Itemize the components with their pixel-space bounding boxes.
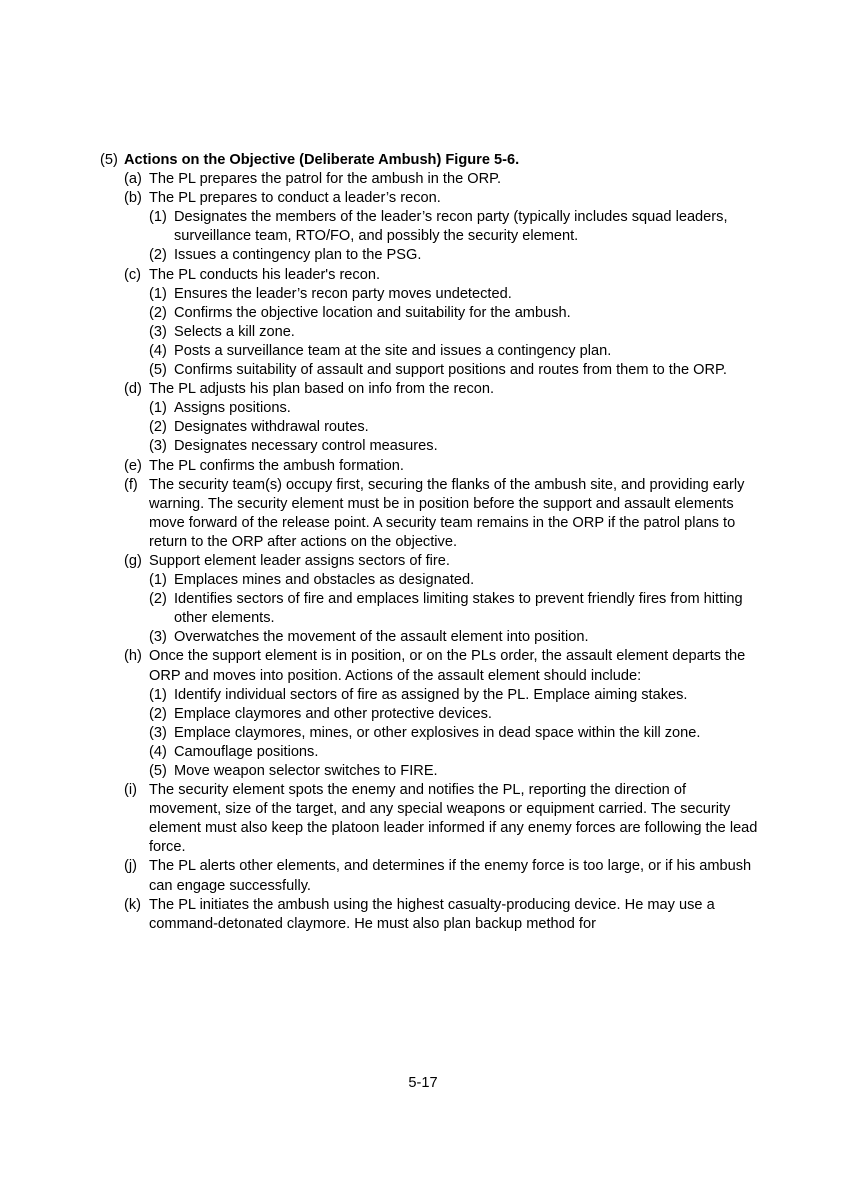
item-text: The PL adjusts his plan based on info from the recon.: [149, 381, 495, 398]
item-text: Once the support element is in position, or on the PLs order, the assault element departs the ORP and moves into position. Actions of the assault element should include:: [149, 648, 746, 684]
item-label: (1): [149, 209, 167, 226]
item-label: (1): [149, 285, 167, 302]
list-item: [100, 342, 760, 361]
item-label: (4): [149, 342, 167, 359]
list-item: [100, 552, 760, 571]
item-label: (1): [149, 572, 167, 589]
list-item: [100, 246, 760, 265]
list-item: [100, 208, 760, 246]
item-label: (e): [124, 457, 142, 474]
item-text: Designates withdrawal routes.: [174, 419, 369, 436]
document-body: [100, 151, 760, 934]
item-text: Identifies sectors of fire and emplaces limiting stakes to prevent friendly fires from hitting other elements.: [174, 591, 743, 627]
item-text: The PL initiates the ambush using the highest casualty-producing device. He may use a command-detonated claymore. He must also plan backup method for: [149, 896, 715, 932]
item-text: Overwatches the movement of the assault element into position.: [174, 629, 589, 646]
section-number: (5): [100, 152, 118, 168]
list-item: [100, 285, 760, 304]
list-item: [100, 896, 760, 934]
list-item: [100, 437, 760, 456]
item-label: (c): [124, 266, 142, 283]
item-text: Assigns positions.: [174, 400, 291, 417]
item-label: (1): [149, 686, 167, 703]
item-label: (4): [149, 743, 167, 760]
list-item: [100, 266, 760, 285]
list-item: [100, 762, 760, 781]
item-text: Identify individual sectors of fire as assigned by the PL. Emplace aiming stakes.: [174, 686, 688, 703]
item-text: Emplace claymores and other protective devices.: [174, 705, 492, 722]
list-item: [100, 590, 760, 628]
item-label: (2): [149, 247, 167, 264]
list-item: [100, 628, 760, 647]
list-item: [100, 476, 760, 552]
list-item: [100, 361, 760, 380]
item-label: (1): [149, 400, 167, 417]
item-label: (2): [149, 705, 167, 722]
item-label: (5): [149, 763, 167, 779]
item-text: The security team(s) occupy first, securing the flanks of the ambush site, and providing early warning. The security element must be in position before the support and assault elements move forward of the release point. A security team remains in the ORP if the patrol plans to return to the ORP after actions on the objective.: [149, 476, 745, 550]
list-item: [100, 170, 760, 189]
list-item: [100, 418, 760, 437]
item-label: (3): [149, 323, 167, 340]
item-label: (2): [149, 304, 167, 321]
item-text: The PL confirms the ambush formation.: [149, 457, 404, 474]
list-item: [100, 705, 760, 724]
list-item: [100, 380, 760, 399]
list-item: [100, 857, 760, 895]
item-label: (2): [149, 591, 167, 608]
item-label: (b): [124, 190, 142, 207]
item-text: The PL prepares the patrol for the ambush in the ORP.: [149, 171, 502, 188]
item-text: Emplace claymores, mines, or other explosives in dead space within the kill zone.: [174, 724, 701, 741]
list-item: [100, 743, 760, 762]
list-item: [100, 457, 760, 476]
list-item: [100, 304, 760, 323]
item-text: Selects a kill zone.: [174, 323, 295, 340]
item-text: Confirms suitability of assault and support positions and routes from them to the ORP.: [174, 362, 727, 379]
item-label: (h): [124, 648, 142, 665]
list-item: [100, 399, 760, 418]
list-item: [100, 571, 760, 590]
item-label: (i): [124, 782, 137, 799]
item-text: Ensures the leader’s recon party moves undetected.: [174, 285, 512, 302]
item-label: (2): [149, 419, 167, 436]
item-label: (a): [124, 171, 142, 188]
item-text: The PL prepares to conduct a leader’s recon.: [149, 190, 441, 207]
list-item: [100, 323, 760, 342]
page-number: 5-17: [408, 1075, 438, 1091]
item-text: Move weapon selector switches to FIRE.: [174, 763, 438, 779]
item-label: (3): [149, 629, 167, 646]
item-text: The PL alerts other elements, and determines if the enemy force is too large, or if his ambush can engage successfully.: [149, 858, 752, 894]
item-label: (5): [149, 362, 167, 379]
item-label: (j): [124, 858, 137, 875]
item-text: Emplaces mines and obstacles as designated.: [174, 572, 475, 589]
item-text: Confirms the objective location and suitability for the ambush.: [174, 304, 571, 321]
item-text: Designates necessary control measures.: [174, 438, 438, 455]
list-item: [100, 647, 760, 685]
item-text: Designates the members of the leader’s recon party (typically includes squad leaders, surveillance team, RTO/FO, and possibly the security element.: [174, 209, 728, 245]
list-item: [100, 686, 760, 705]
section-heading: [100, 151, 760, 170]
item-label: (k): [124, 896, 142, 913]
item-text: Support element leader assigns sectors of fire.: [149, 552, 450, 569]
item-label: (3): [149, 438, 167, 455]
list-item: [100, 189, 760, 208]
item-label: (3): [149, 724, 167, 741]
list-item: [100, 724, 760, 743]
item-label: (f): [124, 476, 138, 493]
item-text: Issues a contingency plan to the PSG.: [174, 247, 422, 264]
item-text: The PL conducts his leader's recon.: [149, 266, 381, 283]
section-title: Actions on the Objective (Deliberate Ambush) Figure 5-6.: [124, 152, 520, 168]
item-text: Camouflage positions.: [174, 743, 319, 760]
item-text: The security element spots the enemy and notifies the PL, reporting the direction of movement, size of the target, and any special weapons or equipment carried. The security element must also keep the platoon leader informed if any enemy forces are following the lead force.: [149, 782, 758, 856]
item-text: Posts a surveillance team at the site and issues a contingency plan.: [174, 342, 612, 359]
item-label: (d): [124, 381, 142, 398]
list-item: [100, 781, 760, 857]
item-label: (g): [124, 552, 142, 569]
